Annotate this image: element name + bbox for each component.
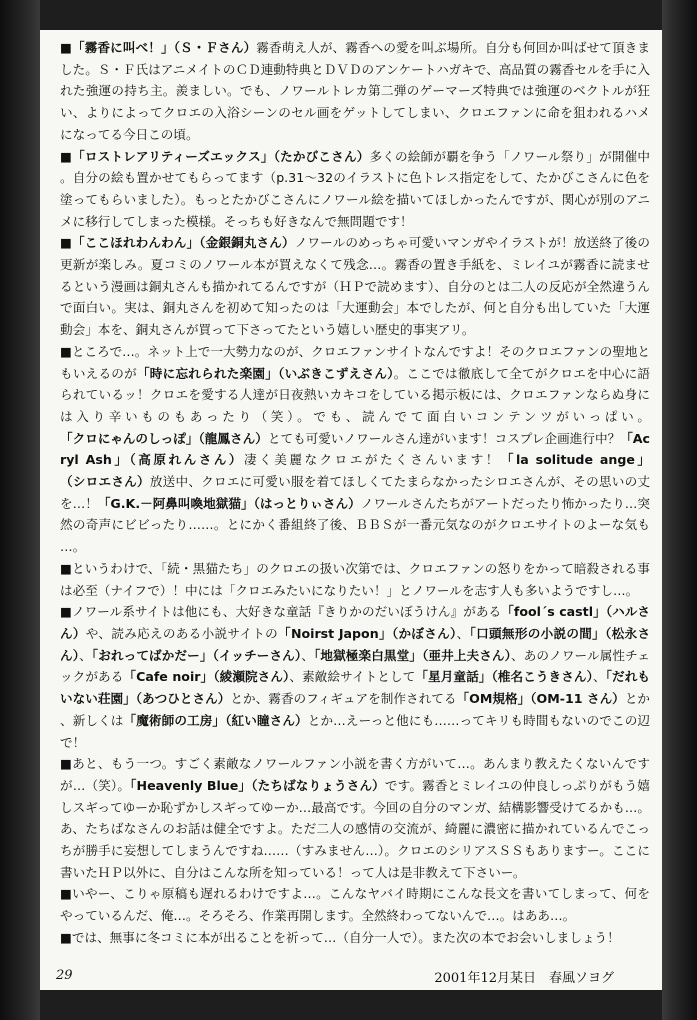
scan-edge-left [0,0,40,1020]
body-text: 多くの絵師が覇を争う「ノワール祭り」が開催中。自分の絵も置かせてもらってます（p.31～32のイラストに色トレス指定をして、たかびこさんに色を塗ってもらいました）。もっとたかびこさんにノワール絵を描いてほしかったんですが、関心が別のアニメに移行してしまった模様。そっちも好きなんで無問題です！ [60,148,650,229]
site-name-bold: （はっとりぃさん） [253,495,361,511]
body-text: です。霧香とミレイユの仲良しっぷりがもう嬉しスギってゆーか恥ずかしスギってゆーか…最高です。今回の自分のマンガ、結構影響受けてるかも…。あ、たちばなさんのお話は健全ですよ。ただ二人の感情の交流が、綺麗に濃密に描かれているんでこっちが勝手に妄想してしまうんですね……（すみません…）。クロエのシリアスＳＳもありますー。ここに書いたＨＰ以外に、自分はこんな所を知っている！って人は是非教えて下さいー。 [60,777,651,880]
site-name-bold: 「地獄極楽白黒堂」 [314,647,423,663]
text-paragraph [60,601,650,753]
site-name-bold: （OM-11 さん） [530,691,625,707]
site-name-bold: 「時に忘れられた楽園」 [136,365,279,381]
site-name-bold: （龍鳳さん） [198,430,268,446]
site-name-bold: （かぼさん） [391,625,457,641]
site-name-bold: （紅い瞳さん） [225,712,308,728]
site-name-bold: ■「霧香に叫べ！」 [60,40,174,55]
site-name-bold: 「口頭無形の小説の間」 [469,625,606,641]
site-name-bold: 「Cafe noir」 [123,669,214,685]
site-name-bold: 「OM規格」 [456,691,531,707]
site-name-bold: （イッチーさん） [212,647,302,663]
text-paragraph [60,558,650,601]
body-text: 、 [301,647,314,663]
body-text: とても可愛いノワールさん達がいます！コスプレ企画進行中？ [267,430,621,446]
page-number: 29 [56,968,73,983]
body-text: ■というわけで、「続・黒猫たち」のクロエの扱い次第では、クロエファンの怒りをかって暗殺される事は必至（ナイフで）！中には「クロエみたいになりたい！」とノワールを志す人も多いようですし…。 [60,560,650,598]
site-name-bold: （椎名こうきさん） [491,669,593,685]
site-name-bold: 「だれもいない荘園」 [60,669,651,707]
text-paragraph [60,37,650,146]
text-paragraph [60,927,650,949]
body-text: ■いやー、こりゃ原稿も遅れるわけですよ…。こんなヤバイ時期にこんな長文を書いてしまって、何をやっているんだ、俺…。そろそろ、作業再開します。全然終わってないんで…。はああ…。 [60,886,650,924]
body-text: 、素敵絵サイトとして [289,669,416,685]
body-text: ■あと、もう一つ。すごく素敵なノワールファン小説を書く方がいて…。あんまり教えたくないんですが…（笑）。 [60,756,650,793]
site-name-bold: （ハルさん） [60,604,651,641]
text-paragraph [60,146,650,233]
body-text: 。ここでは徹底して全てがクロエを中心に語られているッ！クロエを愛する人達が日夜熱いカキコをしている掲示板には、クロエファンならぬ身には入り辛いものもあったり（笑）。でも、読んでて面白いコンテンツがいっぱい。 [60,365,651,424]
body-text: 、 [592,669,606,685]
body-text: ■では、無事に冬コミに本が出ることを祈って…（自分一人で）。また次の本でお会いしましょう！ [60,929,620,945]
body-text: 、 [79,647,92,663]
afterword-text-body [60,37,650,949]
site-name-bold: （綾瀬院さん） [213,669,290,685]
site-name-bold: 「魔術師の工房」 [123,712,226,728]
site-name-bold: 「Noirst Japon」 [278,625,392,641]
site-name-bold: 「星月童話」 [415,669,492,685]
site-name-bold: 「la solitude ange」 [500,452,651,468]
site-name-bold: 「クロにゃんのしっぽ」 [60,430,199,446]
body-text: ノワールのめっちゃ可愛いマンガやイラストが！放送終了後の更新が楽しみ。夏コミのノワール本が買えなくて残念…。霧香の置き手紙を、ミレイユが霧香に読ませるという漫画は銅丸さんも描かれてるんですが（ＨＰで読めます）、自分のとは二人の反応が全然違うんで面白い。実は、銅丸さんを初めて知ったのは「大運動会」本でしたが、何と自分も出していた「大運動会」本を、銅丸さんが買って下さってたという嬉しい歴史的事実アリ。 [60,235,650,338]
site-name-bold: （Ｓ・Ｆさん） [173,40,257,55]
site-name-bold: （金銀銅丸さん） [199,235,295,251]
body-text: 凄く美麗なクロエがたくさんいます！ [244,452,501,468]
site-name-bold: （たちばなりょうさん） [251,777,385,793]
body-text: 放送中、クロエに可愛い服を着てほしくてたまらなかったシロエさんが、その思いの丈を…！ [60,474,651,511]
body-text: ■ところで…。ネット上で一大勢力なのが、クロエファンサイトなんですよ！そのクロエファンの聖地ともいえるのが [60,343,650,381]
site-name-bold: 「Heavenly Blue」 [130,777,252,793]
site-name-bold: （あつひとさん） [135,691,231,707]
site-name-bold: （シロエさん） [60,474,150,490]
text-paragraph [60,753,650,883]
site-name-bold: 「Acryl Ash」 [60,430,651,468]
site-name-bold: 「fool´s castl」 [501,604,606,620]
body-text: ■ノワール系サイトは他にも、大好きな童話『きりかのだいぼうけん』がある [60,604,502,620]
text-paragraph [60,341,650,558]
site-name-bold: ■「ロストレアリティーズエックス」 [60,148,274,164]
site-name-bold: （亜井上夫さん） [422,647,512,663]
site-name-bold: 「おれってばかだー」 [91,647,213,663]
site-name-bold: （高原れんさん） [129,452,245,468]
site-name-bold: ■「ここほれわんわん」 [60,235,200,251]
site-name-bold: 「G.K.－阿鼻叫喚地獄猫」 [97,495,254,511]
manga-afterword-page [40,30,662,990]
text-paragraph [60,883,650,926]
body-text: 、 [456,625,470,641]
body-text: とか…えーっと他にも……ってキリも時間もないのでこの辺で！ [60,712,651,750]
body-text: 、あのノワール属性チェックがある [60,647,651,685]
body-text: とか、霧香のフィギュアを制作されてる [230,691,457,707]
signature-date: 2001年12月某日 春風ソヨグ [434,971,614,986]
site-name-bold: （たかびこさん） [273,148,370,164]
text-paragraph [60,232,650,341]
body-text: や、読み応えのある小説サイトの [85,625,279,641]
body-text: 霧香萌え人が、霧香への愛を叫ぶ場所。自分も何回か叫ばせて頂きました。Ｓ・Ｆ氏はアニメイトのＣＤ連動特典とＤＶＤのアンケートハガキで、高品質の霧香セルを手に入れた強運の持ち主。羨ましい。でも、ノワールトレカ第二弾のゲーマーズ特典では強運のベクトルが狂い、よりによってクロエの入浴シーンのセル画をゲットしてしまい、クロエファンに命を狙われるハメになってる今日この頃。 [60,40,651,142]
body-text: ノワールさんたちがアートだったり怖かったり…突然の奇声にビビったり……。とにかく番組終了後、ＢＢＳが一番元気なのがクロエサイトのよーな気も…。 [60,495,651,555]
site-name-bold: （松永さん） [60,625,651,663]
scan-edge-right [662,0,697,1020]
site-name-bold: （いぶきこずえさん） [278,365,394,381]
body-text: とか、新しくは [60,691,651,728]
